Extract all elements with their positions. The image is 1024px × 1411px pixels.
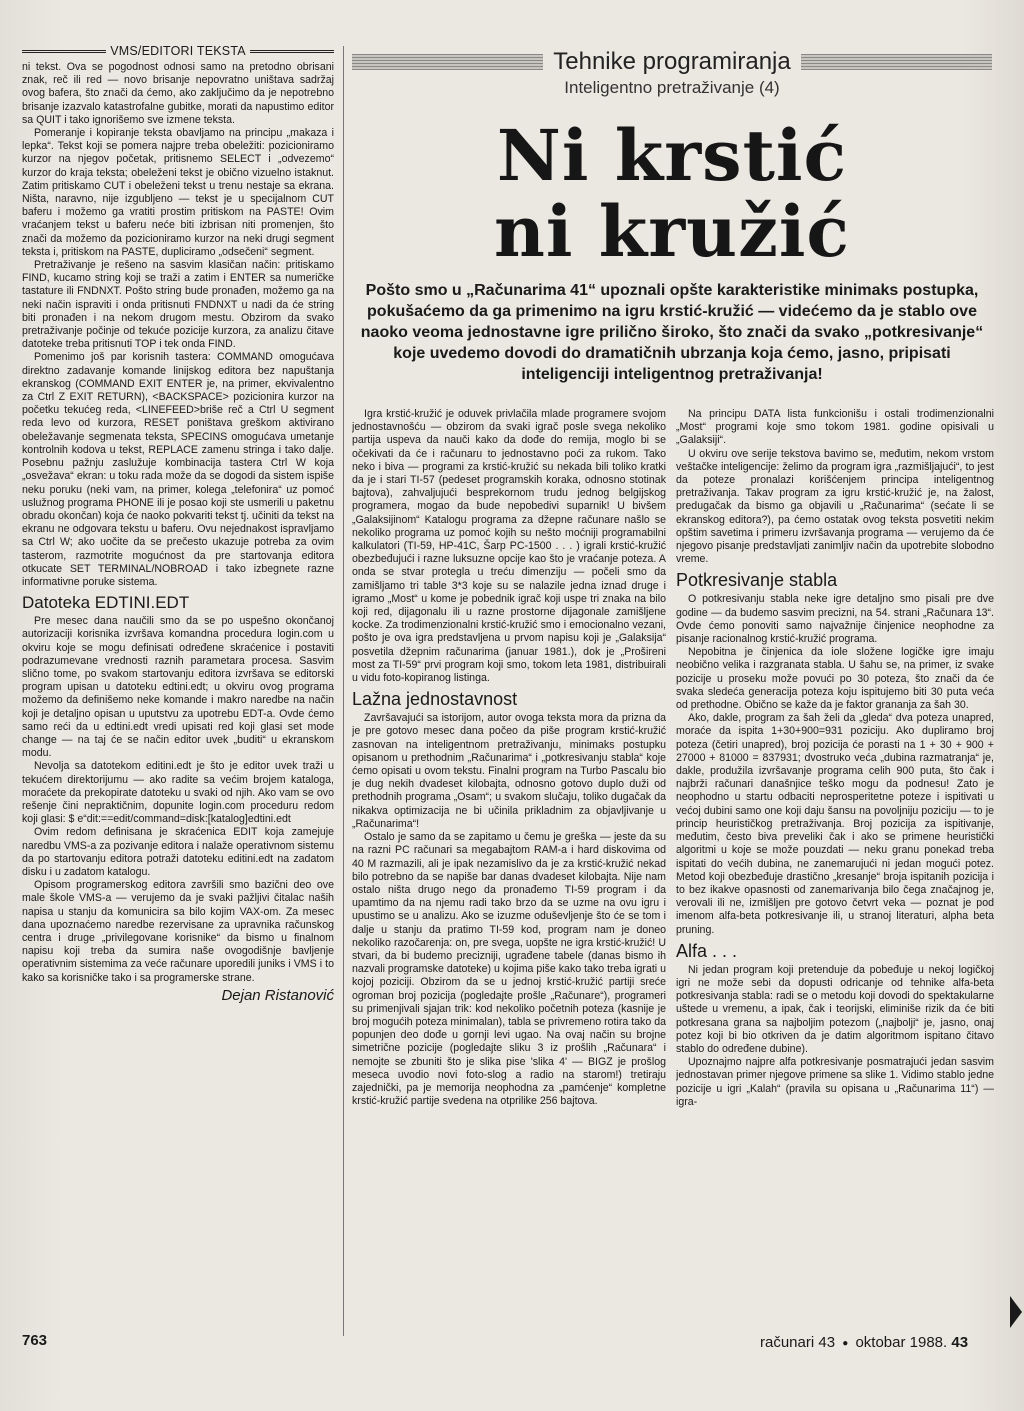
headline-line-2: ni kružić [493, 190, 851, 273]
article-series-subtitle: Inteligentno pretraživanje (4) [564, 78, 780, 97]
right-paragraph: U okviru ove serije tekstova bavimo se, međutim, nekom vrstom veštačke inteligencije: želimo da program igra „razmišljajući“, to jest da poteze pronalazi korišćenjem principa inteligentnog pretraživanja. Takav program za igru krstić-kružić je, na žalost, predugačak da bismo ga objavili u „Računarima“ (sećate li se ekranskog editora?), pa ćemo ostatak ovog teksta posvetiti nekim opštim savetima i primeru izvršavanja programa — verujemo da će njegovo pisanje predstavljati zanimljiv način da upotrebite slobodno vreme. [676, 447, 994, 566]
section-title: Tehnike programiranja [553, 48, 791, 75]
column-divider [343, 46, 344, 1336]
issue-date: oktobar 1988. [855, 1334, 948, 1351]
right-paragraph: Ni jedan program koji pretendujе da pobeđuje u nekoj logičkoj igri ne može sebi da dopusti odricanje od tehnike alfa-beta potkresivanja stabla: radi se o metodu koji dovodi do spektakularne uštede u vremenu, a ipak, čak i teorijski, eliminiše rizik da će biti potkresana grana sa najboljim potezom („najbolji“ je, jasno, onaj potez koji bi bio otkriven da je datim algoritmom ispitano čitavo stablo do određene dubine). [676, 963, 994, 1055]
article-headline [352, 114, 992, 273]
left-paragraph: Ovim redom definisana je skraćenica EDIT koja zamejuje naredbu VMS-a za pozivanje editora i nalaže operativnom sistemu da po startovanju editora potraži datoteku editini.edt na zadatom disku i u zadatom katalogu. [22, 826, 334, 878]
right-subhead: Potkresivanje stabla [676, 570, 838, 591]
left-paragraph: Opisom programerskog editora završili smo bazični deo ove male škole VMS-a — verujemo da je svaki pažljivi čitalac naših napisa u stanju da komunicira sa bilo kojim VAX-om. Za mesec dana upoznaćemo naredbe rezervisane za upravnika računskog centra i druge „privilegovane korisnike“ da bismo u finalnom napisu koji treba da sumira naše ovogodišnje bavljenje operativnim sistemima za veće računare uporedili juniks i VMS i to kako sa korisničke tako i sa programerske strane. [22, 879, 334, 984]
continue-arrow-icon [1010, 1296, 1022, 1328]
banner-bar-right [801, 54, 992, 70]
left-page-number: 763 [22, 1332, 48, 1349]
article-lead: Pošto smo u „Računarima 41“ upoznali opšte karakteristike minimaks postupka, pokušaćemo da ga primenimo na igru krstić-kružić — videćemo da je stablo ove naoko veoma jednostavne igre prilično široko, što znači da svako „potkresivanje“ koje uvedemo dovodi do dramatičnih ubrzanja koja ćemo, jasno, pripisati inteligenciji inteligentnog pretraživanja! [360, 282, 984, 383]
mid-paragraph: Igra krstić-kružić je oduvek privlačila mlade programere svojom jednostavnošću — obzirom da svaki igrač posle svega nekoliko partija uspeva da nauči kako da dođe do remija, moglo bi se očekivati da će i računaru to jednostavno poći za rukom. Tako neko i bivа — programi za krstić-kružić su nekada bili toliko kratki da je i stari TI-57 (pedeset programskih koraka, odnosno stotinak bajtova), zahvaljujući besprekornom trudu jednog belgijskog programera, mogao da bude nepobedivi suparnik! U bivšem „Galaksijinom“ Katalogu programa za džepne računare našlo se nekoliko programa uz pomoć kojih su nešto moćniji programabilni kalkulatori (TI-59, HP-41C, Šarp PC-1500 . . . ) igrali krstić-kružić obezbeđujući i razne luksuzne opcije kao što je vraćanje poteza. A onda se stvar protegla u treću dimenziju — počeli smo da zamišljamo tri table 3*3 koje su se nalazile jedna iznad druge i igramo „Most“ u kome je pobednik igrač koji uspe tri znaka na bilo koji red, dijagonalu ili u razne prostorne dijagonale zamišljene kocke. Za trodimenzionalni krstić-kružić smo i emocionalno vezani, pošto je ova igra predstavljena u prvom napisu koji je „Galaksija“ posvetila džepnim računarima (januar 1981.), dok je „Prošireni most za TI-59“ prvi program koji smo, tokom leta 1981, distribuirali u vidu foto-kopiranog listinga. [352, 408, 666, 685]
section-header [22, 44, 334, 58]
bullet-icon: ● [842, 1337, 849, 1349]
right-subhead: Alfa . . . [676, 940, 738, 961]
section-header-label: VMS/EDITORI TEKSTA [110, 44, 246, 58]
right-paragraph: Na principu DATA lista funkcionišu i ostali trodimenzionalni „Most“ programi koje smo tokom 1981. godine opisivali u „Galaksiji“. [676, 408, 994, 447]
headline-line-1: Ni krstić [496, 114, 848, 197]
mid-paragraph: Ostalo je samo da se zapitamo u čemu je greška — jeste da su na razni PC računari sa megabajtom RAM-a i hard diskovima od 40 M razmazili, ali je ipak nezamislivo da je za krstić-kružić nekad bilo potrebno da se napiše bar danas dvadeset kilobajta. Nije nam ostalo ništa drugo nego da pronađemo TI-59 program i da upamtimo da na njemu radi tako brzo da se uzme na ovu igru i upustimo se u analizu. Ako se izuzme oduševljenje što će se tom i dalje u stanju da pratimo TI-59 kod, program nam je doneo nekoliko razočarenja: on, pre svega, uopšte ne igra krstić-kružić! U stvari, da bi budemo precizniji, ugrađene tabele (danas bismo ih nazvali programske datoteke) u kojima piše kako tako treba igrati u kojoj poziciji. Obzirom da se u jednoj krstić-kružić partiji sreće ogroman broj pozicija (pogledajte prošle „Računare“), programeri su primenjivali sjajan trik: kod nekoliko početnih poteza (kasnije je broj mogućih poteza minimalan), tabla se privremeno rotira tako da popunjen deo dođe u gornji levi ugao. Na ovaj način su brojne simetrične pozicije (pogledajte sliku 3 iz prošlih „Računara“ i nemojte se zbuniti što je slika pise 'slika 4' — BIGZ je prošlog meseca uvodio novi foto-slog a radio na starom!) tretiraju zajednički, pa je memorija neophodna za „pamćenje“ kompletne krstić-kružić partije svedena na otprilike 256 bajtova. [352, 831, 666, 1108]
banner-bar-left [352, 54, 543, 70]
magazine-name: računari 43 [760, 1334, 836, 1351]
left-paragraph: Nevolja sa datotekom editini.edt je što je editor uvek traži u tekućem direktorijumu — ako radite sa većim brojem kataloga, moraćete da prekopirate datoteku u svaki od njih. Ako vam se ovo rešenje čini nepraktičnim, dopunite login.com proceduru redom koji glasi: $ e“dit:==edit/command=disk:[katalog]edtini.edt [22, 760, 334, 826]
author-signature: Dejan Ristanović [221, 986, 334, 1004]
right-page-number: 43 [951, 1334, 969, 1351]
mid-paragraph: Završavajući sa istorijom, autor ovoga teksta mora da prizna da je pre gotovo mesec dana počeo da piše program krstić-kružić zasnovan na inteligentnom pretraživanju, minimaks postupku opisanom u prethodnim „Računarima“ i „potkresivanju stabla“ koje ćemo opisati u ovom tekstu. Finalni program na Turbo Pascalu bio je dug nekih dvadeset kilobajta, odnosno gotovo duplo duži od prethodnih programa „Osam“; u svakom slučaju, toliko dugačak da nikakva optimizacija ne bi učinila prikladnim za objavljivanje u „Računarima“! [352, 712, 666, 830]
mid-subhead: Lažna jednostavnost [352, 689, 518, 710]
middle-column [352, 408, 666, 1348]
right-paragraph: O potkresivanju stabla neke igre detaljno smo pisali pre dve godine — da budemo sasvim precizni, na 54. strani „Računara 13“. Ovde ćemo ponoviti samo najvažnije činjenice neophodne za pisanje racionalnog krstić-kružić programa. [676, 593, 994, 646]
page-footer [760, 1334, 968, 1351]
left-paragraph: Pre mesec dana naučili smo da se po uspešno okončanoj autorizaciji korisnika izvršava komandna procedura login.com u okviru koje se mogu definisati određene skraćenice i postaviti podrazumevane vrednosti raznih parametara procesa. Sasvim slično tome, po svakom startovanju editora izvršava se editorski program upisan u datoteku edtini.edt; u okviru ovog programa možemo da definišemo neke komande i makro naredbe na način koji je detaljno opisan u uputstvu za upotrebu EDT-a. Ovde ćemo samo reći da u edtini.edt vredi upisati red koji glasi set mode change — na taj će se način editor uvek „buditi“ u ekranskom modu. [22, 615, 334, 760]
right-paragraph: Nepobitna je činjenica da iole složene logičke igre imaju neobično velika i razgranata stabla. U šahu se, na primer, iz svake pozicije u proseku može povući po 30 poteza, što znači da će svaka sledeća generacija poteza koju ispitujemo biti 30 puta veća od prethodne. Obično se kaže da je faktor grananja za šah 30. [676, 646, 994, 712]
header-rule-left [22, 50, 106, 53]
right-column [676, 408, 994, 1318]
right-paragraph: Ako, dakle, program za šah želi da „gleda“ dva poteza unapred, moraće da ispita 1+30+900=931 poziciju. Ako dupliramo broj poteza (četiri unapred), broj pozicija će porasti na 1 + 30 + 900 + 27000 + 81000 = 837931; dvostruko veća „dubina razmatranja“ je, dakle, produžila izvršavanje programa celih 900 puta, što čak i najbrži računari današnjice teško mogu da podnesu! Zato je neophodno u startu odbaciti neprosperitetne poteze i ispitivati u većoj dubini samo one koji daju šansu na povoljniju poziciju — to je princip heurističkog pretraživanja. Broj pozicija za ispitivanje, međutim, često biva preveliki čak i ako se primene heuristički algoritmi u koje se može pouzdati — neku granu ponekad treba ispitati do većih dubina, ne zanemarujući ni jedan mogući potez. Metod koji obezbeđuje drastično „kresanje“ broja ispitanih pozicija i to bez ikakve opasnosti od zanemarivanja bilo čega značajnog je, verovali ili ne, izmišljen pre gotovo četvrt veka — poznat je pod imenom alfa-beta potkresivanje ili, u stranoj literaturi, alpha beta pruning. [676, 712, 994, 936]
left-subhead: Datoteka EDTINI.EDT [22, 593, 190, 613]
left-paragraph: Pretraživanje je rešeno na sasvim klasičan način: pritiskamo FIND, kucamo string koji se traži a zatim i ENTER sa numeričke tastature ili FNDNXT. Pošto string bude pronađen, možemo ga na neki način ispraviti i onda pritisnuti FNDNXT u nadi da će string biti pronađen i na nekom drugom mestu. Obzirom da svako pretraživanje počinje od tekuće pozicije kurzora, za analizu čitave datoteke treba pritisnuti TOP i tek onda FIND. [22, 259, 334, 351]
section-banner [352, 48, 992, 76]
right-paragraph: Upoznajmo najpre alfa potkresivanje posmatrajući jedan sasvim jednostavan primer njegove primene sa slike 1. Vidimo stablo jedne pozicije u igri „Kalah“ (pravila su opisana u „Računarima 11“) — igra- [676, 1056, 994, 1108]
header-rule-right [250, 50, 334, 53]
left-column [22, 44, 334, 1344]
left-paragraph: Pomeranje i kopiranje teksta obavljamo na principu „makaza i lepka“. Tekst koji se pomera najpre treba obeležiti: pozicioniramo kurzor na njegov početak, pritisnemo SELECT i „odvezemo“ kurzor do kraja teksta; obeleženi tekst je obično vizuelno istaknut. Zatim pritiskamo CUT i obeleženi tekst u trenu nestaje sa ekrana. Ništa, naravno, nije izgubljeno — tekst je u specijalnom CUT baferu i možemo ga vratiti prostim pritiskom na PASTE! Ovim vraćanjem tekst u baferu neće biti izbrisan niti promenjen, što znači da možemo da pozicioniramo kurzor na neki drugi segment teksta i, pritiskom na PASTE, dupliciramo „odsečeni“ segment. [22, 127, 334, 258]
left-paragraph: Pomenimo još par korisnih tastera: COMMAND omogućava direktno zadavanje komande linijskog editora bez napuštanja ekranskog (COMMAND EXIT ENTER je, na primer, ekvivalentno za Ctrl Z EXIT RETURN), <BACKSPACE> pozicionira kurzor na početku tekućeg reda, <LINEFEED>briše reč a Ctrl U segment reda levo od kurzora, RESET poništava greškom aktivirano obeležavanje segmenata teksta, SPECINS omogućava umetanje kontrolnih kodova u tekst, REPLACE zamenu stringa i tako dalje. Posebnu pažnju zaslužuje kombinacija tastera Ctrl W koja „osvežava“ ekran: u toku rada može da se dogodi da sistem ispiše neku poruku (neki vam, na primer, kolega „telefonira“ uz pomoć uslužnog programa PHONE ili je posao koji ste usmerili u paketnu obradu okončan) koja će naoko pokvariti tekst tj. učiniti da tekst na ekranu ne odgovara tekstu u baferu. Ovu nejednakost ispravljamo sa Ctrl W; ako uočite da se prečesto ukazuje potreba za ovim tasterom, razmotrite mogućnost da pre startovanja editora otkucate SET TERMINAL/NOBROAD i tako izbegnete razne informativne poruke sistema. [22, 351, 334, 588]
left-paragraph: ni tekst. Ova se pogodnost odnosi samo na pretodno obrisani znak, reč ili red — novo brisanje nepovratno uništava sadržaj ovog bafera, što znači da ćemo, ako zaključimo da je nepotrebno brisanje izazvalo katastrofalne gubitke, morati da napustimo editor sa QUIT i tako ignorišemo sve izmene teksta. [22, 61, 334, 126]
